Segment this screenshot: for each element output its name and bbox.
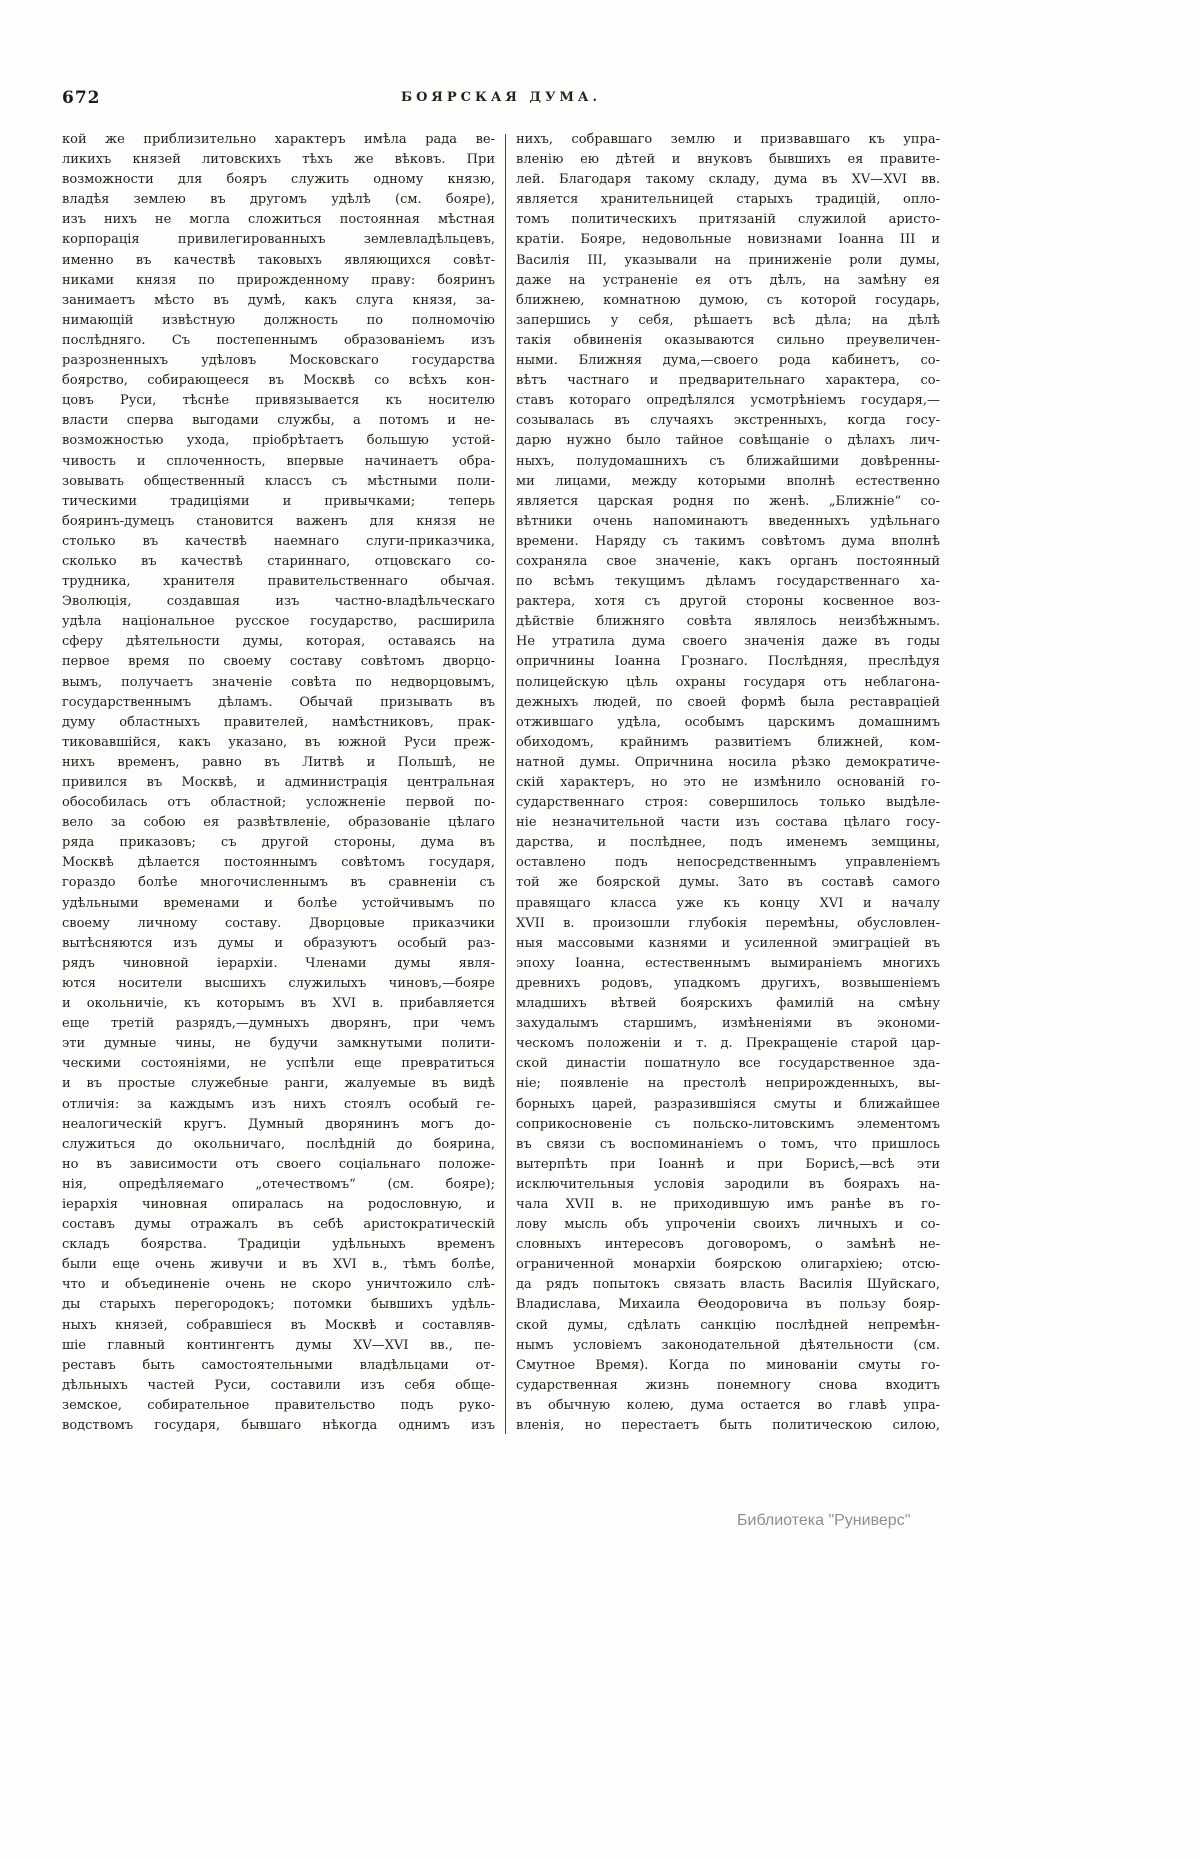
- text-line: нія, опредѣляемаго „отечествомъ“ (см. бояре);: [62, 1176, 495, 1192]
- text-line: сударственная жизнь понемногу снова входитъ: [516, 1377, 940, 1393]
- text-line: реставъ быть самостоятельными владѣльцами от-: [62, 1357, 495, 1373]
- text-line: обособилась отъ областной; усложненіе первой по-: [62, 795, 495, 811]
- text-line: вѣтъ частнаго и предварительнаго характера, со-: [516, 373, 940, 389]
- text-line: нихъ, собравшаго землю и призвавшаго къ упра-: [516, 132, 940, 147]
- text-line: ныхъ князей, собравшіеся въ Москвѣ и составляв-: [62, 1317, 495, 1333]
- text-line: именно въ качествѣ таковыхъ являющихся совѣт-: [62, 252, 495, 268]
- text-line: вытерпѣть при Іоаннѣ и при Борисѣ,—всѣ эти: [516, 1156, 940, 1172]
- left-column: [62, 130, 495, 1436]
- text-line: ды старыхъ перегородокъ; потомки бывшихъ удѣль-: [62, 1297, 495, 1313]
- text-line: дежныхъ людей, по своей формѣ была реставраціей: [516, 694, 940, 710]
- text-line: нихъ временъ, равно въ Литвѣ и Польшѣ, не: [62, 754, 495, 770]
- text-columns: [62, 130, 940, 1436]
- text-line: что и объединеніе очень не скоро уничтожило слѣ-: [62, 1277, 495, 1293]
- text-line: нимающій извѣстную должность по полномочію: [62, 312, 495, 328]
- text-line: словныхъ интересовъ договоромъ, о замѣнѣ не-: [516, 1237, 940, 1253]
- text-line: ческомъ положеніи и т. д. Прекращеніе старой цар-: [516, 1036, 940, 1052]
- text-line: дѣльныхъ частей Руси, составили изъ себя обще-: [62, 1377, 495, 1393]
- text-line: государственнымъ дѣламъ. Обычай призывать въ: [62, 694, 495, 710]
- text-line: никами князя по прирожденному праву: бояринъ: [62, 272, 495, 288]
- text-line: натной думы. Опричнина носила рѣзко демократиче-: [516, 754, 940, 770]
- text-line: Не утратила дума своего значенія даже въ годы: [516, 634, 940, 650]
- text-line: борныхъ царей, разразившіяся смуты и ближайшее: [516, 1096, 940, 1112]
- text-line: корпорація привилегированныхъ землевладѣльцевъ,: [62, 232, 495, 248]
- text-line: водствомъ государя, бывшаго нѣкогда однимъ изъ: [62, 1418, 495, 1433]
- text-line: ческими состояніями, не успѣли еще превратиться: [62, 1056, 495, 1072]
- text-line: боярство, собирающееся въ Москвѣ со всѣхъ кон-: [62, 373, 495, 389]
- text-line: трудника, хранителя правительственнаго обычая.: [62, 574, 495, 590]
- text-line: захудалымъ старшимъ, измѣненіями въ экономи-: [516, 1016, 940, 1032]
- text-line: Москвѣ дѣлается постояннымъ совѣтомъ государя,: [62, 855, 495, 871]
- text-line: еще третій разрядъ,—думныхъ дворянъ, при чемъ: [62, 1016, 495, 1032]
- text-line: правящаго класса уже къ концу XVI и началу: [516, 895, 940, 911]
- text-line: древнихъ родовъ, упадкомъ другихъ, возвышеніемъ: [516, 975, 940, 991]
- text-line: младшихъ вѣтвей боярскихъ фамилій на смѣну: [516, 996, 940, 1012]
- text-line: ближнею, комнатною думою, съ которой государь,: [516, 292, 940, 308]
- text-line: были еще очень живучи и въ XVI в., тѣмъ болѣе,: [62, 1257, 495, 1273]
- text-line: эпоху Іоанна, естественнымъ вымираніемъ многихъ: [516, 955, 940, 971]
- text-line: Смутное Время). Когда по минованіи смуты го-: [516, 1357, 940, 1373]
- text-line: въ связи съ воспоминаніемъ о томъ, что пришлось: [516, 1136, 940, 1152]
- column-divider: [505, 134, 506, 1434]
- text-line: отжившаго удѣла, особымъ царскимъ домашнимъ: [516, 714, 940, 730]
- text-line: въ обычную колею, дума остается во главѣ упра-: [516, 1397, 940, 1413]
- text-line: обиходомъ, крайнимъ развитіемъ ближней, ком-: [516, 734, 940, 750]
- text-line: ской думы, сдѣлать санкцію послѣдней непремѣн-: [516, 1317, 940, 1333]
- text-line: чивость и сплоченность, впервые начинаетъ обра-: [62, 453, 495, 469]
- text-line: вленію ею дѣтей и внуковъ бывшихъ ея правите-: [516, 152, 940, 168]
- library-watermark: Библиотека "Руниверс": [737, 1512, 911, 1529]
- text-line: является царская родня по женѣ. „Ближніе“ со-: [516, 493, 940, 509]
- text-line: привился въ Москвѣ, и администрація центральная: [62, 775, 495, 790]
- text-line: Эволюція, создавшая изъ частно-владѣльческаго: [62, 594, 495, 610]
- text-line: возможности для бояръ служить одному князю,: [62, 172, 495, 188]
- text-line: отличія: за каждымъ изъ нихъ стоялъ особый ге-: [62, 1096, 495, 1112]
- text-line: ныя массовыми казнями и усиленной эмиграціей въ: [516, 935, 940, 951]
- text-line: и окольничіе, къ которымъ въ XVI в. прибавляется: [62, 996, 495, 1012]
- text-line: ограниченной монархіи боярскою олигархіею; отсю-: [516, 1257, 940, 1273]
- text-line: ми лицами, между которыми вполнѣ естественно: [516, 473, 940, 489]
- text-line: зовывать общественный классъ съ мѣстными поли-: [62, 473, 495, 489]
- text-line: вымъ, получаетъ значеніе совѣта по недворцовымъ,: [62, 674, 495, 690]
- page-title: БОЯРСКАЯ ДУМА.: [400, 90, 602, 105]
- text-line: цовъ Руси, тѣснѣе привязывается къ носителю: [62, 393, 495, 409]
- text-line: и въ простые служебные ранги, жалуемые въ видѣ: [62, 1076, 495, 1092]
- text-line: шіе главный контингентъ думы XV—XVI вв., пе-: [62, 1337, 495, 1353]
- text-line: полицейскую цѣль охраны государя отъ неблагона-: [516, 674, 940, 690]
- text-line: такія обвиненія оказываются сильно преувеличен-: [516, 332, 940, 348]
- text-line: разрозненныхъ удѣловъ Московскаго государства: [62, 353, 495, 369]
- text-line: дѣйствіе ближняго совѣта являлось неизбѣжнымъ.: [516, 614, 940, 630]
- text-line: по всѣмъ текущимъ дѣламъ государственнаго ха-: [516, 574, 940, 590]
- text-line: запершись у себя, рѣшаетъ всѣ дѣла; на дѣлѣ: [516, 312, 940, 328]
- text-line: удѣла національное русское государство, расширила: [62, 614, 495, 630]
- text-line: сколько въ качествѣ стариннаго, отцовскаго со-: [62, 553, 495, 569]
- text-line: лей. Благодаря такому складу, дума въ XV—XVI вв.: [516, 172, 940, 188]
- text-line: первое время по своему составу совѣтомъ дворцо-: [62, 654, 495, 670]
- text-line: ставъ котораго опредѣлялся усмотрѣніемъ государя,—: [516, 393, 940, 409]
- text-line: скій характеръ, но это не измѣнило основаній го-: [516, 775, 940, 790]
- text-line: составъ думы отражалъ въ себѣ аристократическій: [62, 1217, 495, 1233]
- text-line: XVII в. произошли глубокія перемѣны, обусловлен-: [516, 915, 940, 931]
- text-line: сохраняла свое значеніе, какъ органъ постоянный: [516, 553, 940, 569]
- text-line: ются носители высшихъ служилыхъ чиновъ,—бояре: [62, 975, 495, 991]
- text-line: созывалась въ случаяхъ экстренныхъ, когда госу-: [516, 413, 940, 429]
- text-line: служиться до окольничаго, послѣдній до боярина,: [62, 1136, 495, 1152]
- text-line: рядъ чиновной іерархіи. Членами думы явля-: [62, 955, 495, 971]
- text-line: исключительныя условія зародили въ боярахъ на-: [516, 1176, 940, 1192]
- text-line: занимаетъ мѣсто въ думѣ, какъ слуга князя, за-: [62, 292, 495, 308]
- text-line: оставлено подъ непосредственнымъ управленіемъ: [516, 855, 940, 871]
- text-line: ликихъ князей литовскихъ тѣхъ же вѣковъ. При: [62, 152, 495, 168]
- text-line: владѣя землею въ другомъ удѣлѣ (см. бояре),: [62, 192, 495, 208]
- text-line: нымъ условіемъ законодательной дѣятельности (см.: [516, 1337, 940, 1353]
- text-line: дарства, и послѣднее, подъ именемъ земщины,: [516, 835, 940, 851]
- text-line: той же боярской думы. Зато въ составѣ самого: [516, 875, 940, 891]
- text-line: тическими традиціями и привычками; теперь: [62, 493, 495, 509]
- text-line: складъ боярства. Традиціи удѣльныхъ временъ: [62, 1237, 495, 1253]
- text-line: ныхъ, полудомашнихъ съ ближайшими довѣренны-: [516, 453, 940, 469]
- text-line: сударственнаго строя: совершилось только выдѣле-: [516, 795, 940, 811]
- text-line: власти сперва выгодами службы, а потомъ и не-: [62, 413, 495, 429]
- text-line: да рядъ попытокъ связать власть Василія Шуйскаго,: [516, 1277, 940, 1293]
- text-line: ніе незначительной части изъ состава цѣлаго госу-: [516, 815, 940, 831]
- text-line: является хранительницей старыхъ традицій, опло-: [516, 192, 940, 208]
- text-line: кой же приблизительно характеръ имѣла рада ве-: [62, 132, 495, 147]
- text-line: думу областныхъ правителей, намѣстниковъ, прак-: [62, 714, 495, 730]
- page-header: [62, 88, 940, 110]
- text-line: чала XVII в. не приходившую имъ ранѣе въ го-: [516, 1196, 940, 1212]
- text-line: ряда приказовъ; съ другой стороны, дума въ: [62, 835, 495, 851]
- text-line: іерархія чиновная опиралась на родословную, и: [62, 1196, 495, 1212]
- text-line: столько въ качествѣ наемнаго слуги-приказчика,: [62, 533, 495, 549]
- text-line: томъ политическихъ притязаній служилой аристо-: [516, 212, 940, 228]
- text-line: бояринъ-думецъ становится важенъ для князя не: [62, 513, 495, 529]
- text-line: ской династіи пошатнуло все государственное зда-: [516, 1056, 940, 1072]
- text-line: ными. Ближняя дума,—своего рода кабинетъ, со-: [516, 353, 940, 369]
- text-line: Василія III, указывали на приниженіе роли думы,: [516, 252, 940, 268]
- text-line: гораздо болѣе многочисленнымъ въ сравненіи съ: [62, 875, 495, 891]
- text-line: дарю нужно было тайное совѣщаніе о дѣлахъ лич-: [516, 433, 940, 449]
- text-line: тиковавшійся, какъ указано, въ южной Руси преж-: [62, 734, 495, 750]
- text-line: своему личному составу. Дворцовые приказчики: [62, 915, 495, 931]
- text-line: сферу дѣятельности думы, которая, оставаясь на: [62, 634, 495, 650]
- text-line: но въ зависимости отъ своего соціальнаго положе-: [62, 1156, 495, 1172]
- text-line: лову мысль объ упроченіи своихъ личныхъ и со-: [516, 1217, 940, 1233]
- text-line: послѣдняго. Съ постепеннымъ образованіемъ изъ: [62, 332, 495, 348]
- text-line: соприкосновеніе съ польско-литовскимъ элементомъ: [516, 1116, 940, 1132]
- text-line: возможностью ухода, пріобрѣтаетъ большую устой-: [62, 433, 495, 449]
- text-line: неалогическій кругъ. Думный дворянинъ могъ до-: [62, 1116, 495, 1132]
- right-column: [516, 130, 940, 1436]
- text-line: даже на устраненіе ея отъ дѣлъ, на замѣну ея: [516, 272, 940, 288]
- text-line: вѣтники очень напоминаютъ введенныхъ удѣльнаго: [516, 513, 940, 529]
- text-line: вытѣсняются изъ думы и образуютъ особый раз-: [62, 935, 495, 951]
- text-line: рактера, хотя съ другой стороны косвенное воз-: [516, 594, 940, 610]
- text-line: вленія, но перестаетъ быть политическою силою,: [516, 1418, 940, 1433]
- text-line: Владислава, Михаила Ѳеодоровича въ пользу бояр-: [516, 1297, 940, 1313]
- text-line: удѣльными временами и болѣе устойчивымъ по: [62, 895, 495, 911]
- text-line: времени. Наряду съ такимъ совѣтомъ дума вполнѣ: [516, 533, 940, 549]
- text-line: изъ нихъ не могла сложиться постоянная мѣстная: [62, 212, 495, 228]
- text-line: опричнины Іоанна Грознаго. Послѣдняя, преслѣдуя: [516, 654, 940, 670]
- text-line: вело за собою ея развѣтвленіе, образованіе цѣлаго: [62, 815, 495, 831]
- text-line: эти думные чины, не будучи замкнутыми полити-: [62, 1036, 495, 1052]
- text-line: земское, собирательное правительство подъ руко-: [62, 1397, 495, 1413]
- page-number: 672: [62, 88, 101, 108]
- text-line: ніе; появленіе на престолѣ неприрожденныхъ, вы-: [516, 1076, 940, 1092]
- text-line: кратіи. Бояре, недовольные новизнами Іоанна III и: [516, 232, 940, 248]
